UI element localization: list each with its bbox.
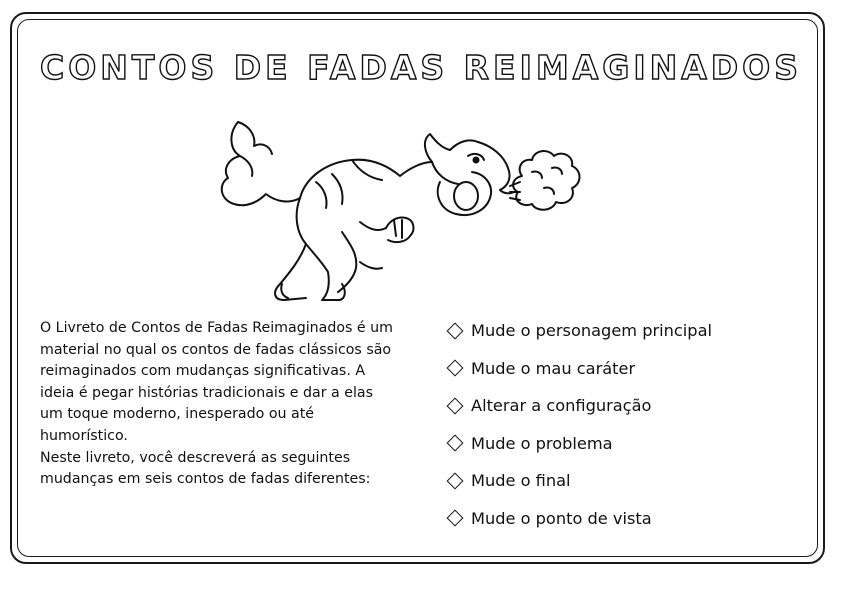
list-item-label: Mude o problema	[471, 433, 613, 453]
list-item-label: Mude o final	[471, 471, 571, 491]
intro-paragraph: O Livreto de Contos de Fadas Reimaginados é um material no qual os contos de fadas clássicos são reimaginados com mudanças significativas. A ideia é pegar histórias tradicionais e dar a elas um toque moderno, inesperado ou até humorístico.	[40, 320, 393, 444]
intro-paragraph: Neste livreto, você descreverá as seguintes mudanças em seis contos de fadas diferentes:	[40, 449, 371, 488]
list-item	[445, 500, 805, 538]
list-item-label: Mude o personagem principal	[471, 321, 712, 341]
intro-text	[40, 318, 400, 491]
diamond-outline-icon	[447, 360, 464, 377]
list-item-label: Alterar a configuração	[471, 396, 652, 416]
list-item-label: Mude o ponto de vista	[471, 508, 652, 528]
changes-list	[445, 312, 805, 537]
list-item-label: Mude o mau caráter	[471, 358, 636, 378]
diamond-outline-icon	[447, 397, 464, 414]
list-item	[445, 462, 805, 500]
list-item	[445, 425, 805, 463]
wolf-blowing-icon	[210, 112, 590, 308]
page-title: CONTOS DE FADAS REIMAGINADOS	[40, 48, 802, 87]
list-item	[445, 350, 805, 388]
diamond-outline-icon	[447, 435, 464, 452]
diamond-outline-icon	[447, 510, 464, 527]
list-item	[445, 387, 805, 425]
list-item	[445, 312, 805, 350]
diamond-outline-icon	[447, 322, 464, 339]
diamond-outline-icon	[447, 472, 464, 489]
